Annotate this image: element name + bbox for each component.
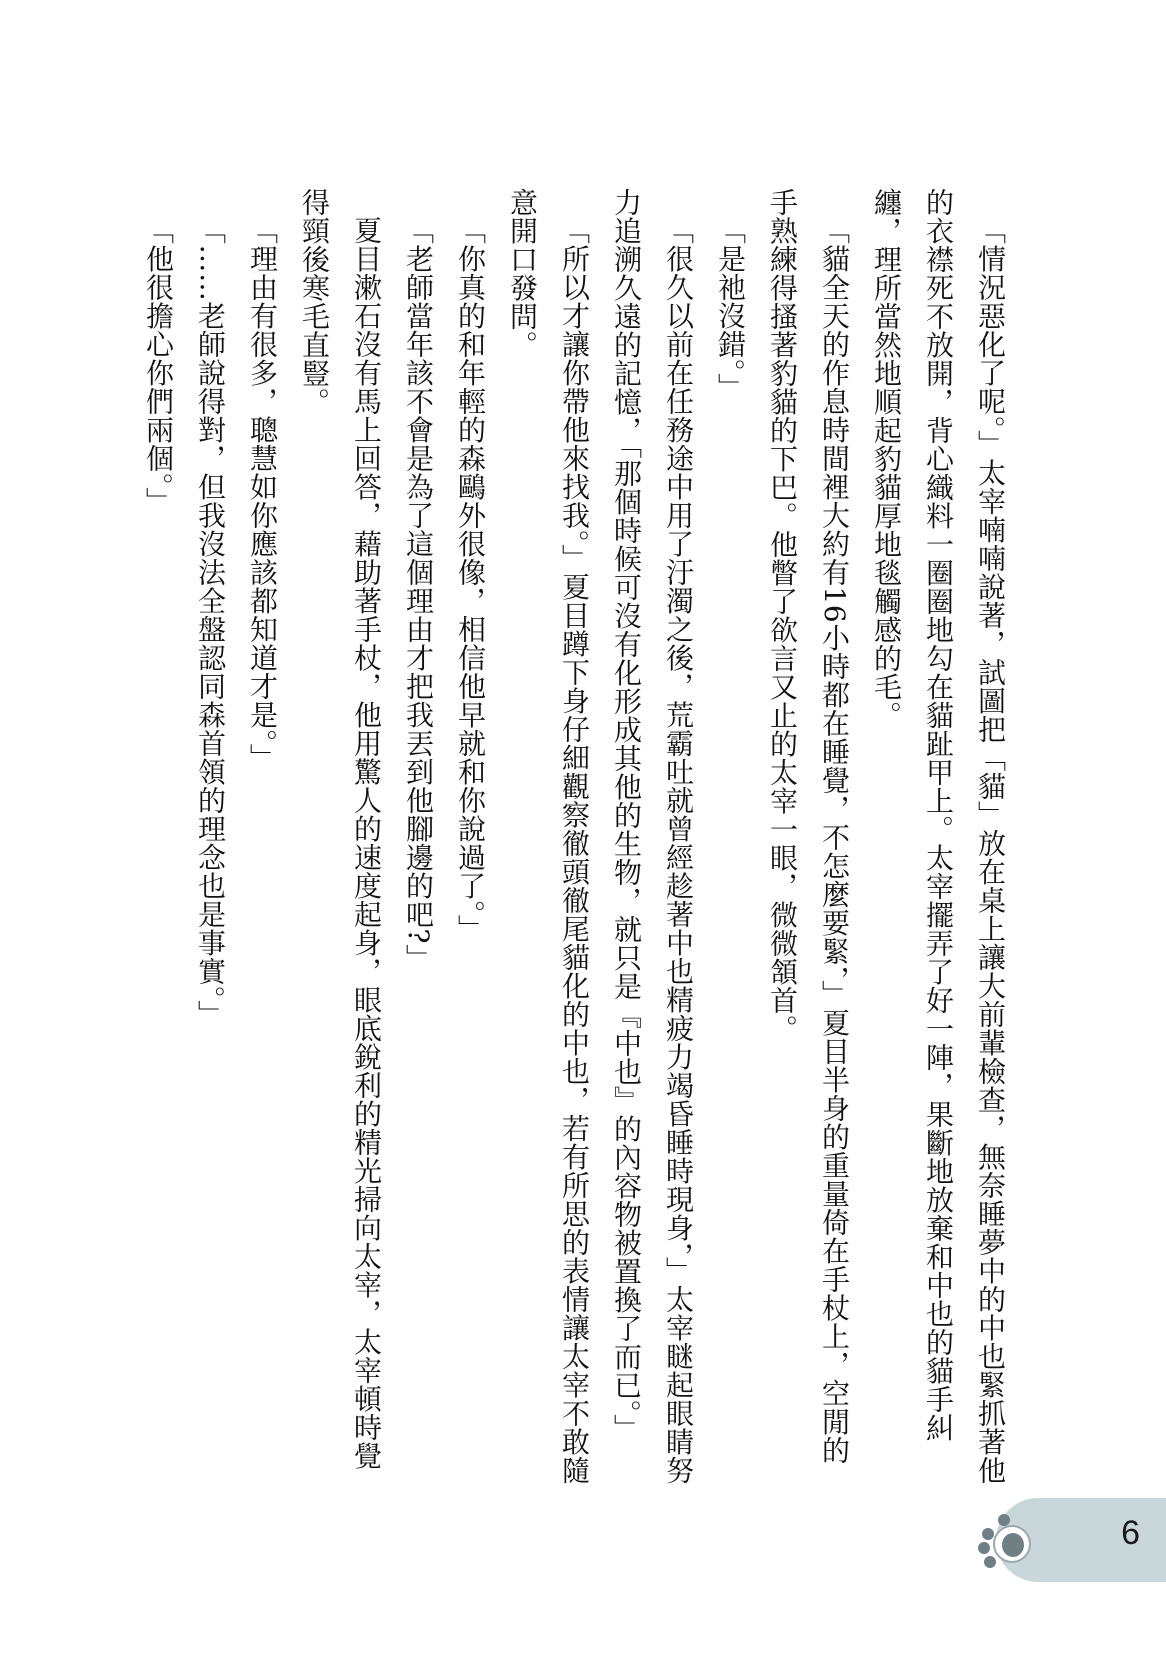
paragraph-1: 「情況惡化了呢。」太宰喃喃說著，試圖把「貓」放在桌上讓大前輩檢查，無奈睡夢中的中也緊抓著他的衣襟死不放開，背心織料一圈圈地勾在貓趾甲上。太宰擺弄了好一陣，果斷地放棄和中也的貓手糾纏，理所當然地順起豹貓厚地毯觸感的毛。 <box>870 188 1007 1485</box>
paragraph-2: 「貓全天的作息時間裡大約有16小時都在睡覺，不怎麼要緊，」夏目半身的重量倚在手杖上，空閒的手熟練得搔著豹貓的下巴。他瞥了欲言又止的太宰一眼，微微頷首。 <box>766 188 851 1465</box>
paragraph-10: 「……老師說得對，但我沒法全盤認同森首領的理念也是事實。」 <box>194 216 227 1029</box>
paragraph-6: 「你真的和年輕的森鷗外很像，相信他早就和你說過了。」 <box>454 216 487 943</box>
paragraph-8: 夏目漱石沒有馬上回答，藉助著手杖，他用驚人的速度起身，眼底銳利的精光掃向太宰，太宰頓時覺得頸後寒毛直豎。 <box>298 188 383 1470</box>
paragraph-4: 「很久以前在任務途中用了汙濁之後，荒霸吐就曾經趁著中也精疲力竭昏睡時現身，」太宰瞇起眼睛努力追溯久遠的記憶，「那個時候可沒有化形成其他的生物，就只是『中也』的內容物被置換了而已。」 <box>610 188 695 1485</box>
paragraph-5: 「所以才讓你帶他來找我。」夏目蹲下身仔細觀察徹頭徹尾貓化的中也，若有所思的表情讓太宰不敢隨意開口發問。 <box>506 188 591 1485</box>
paragraph-7: 「老師當年該不會是為了這個理由才把我丟到他腳邊的吧?」 <box>402 216 435 973</box>
page-number: 6 <box>1121 1514 1140 1552</box>
vertical-text-body <box>132 188 1016 1488</box>
paw-icon <box>964 1500 1044 1580</box>
paragraph-3: 「是祂沒錯。」 <box>714 216 747 402</box>
paragraph-9: 「理由有很多，聰慧如你應該都知道才是。」 <box>246 216 279 772</box>
paragraph-11: 「他很擔心你們兩個。」 <box>142 216 175 516</box>
